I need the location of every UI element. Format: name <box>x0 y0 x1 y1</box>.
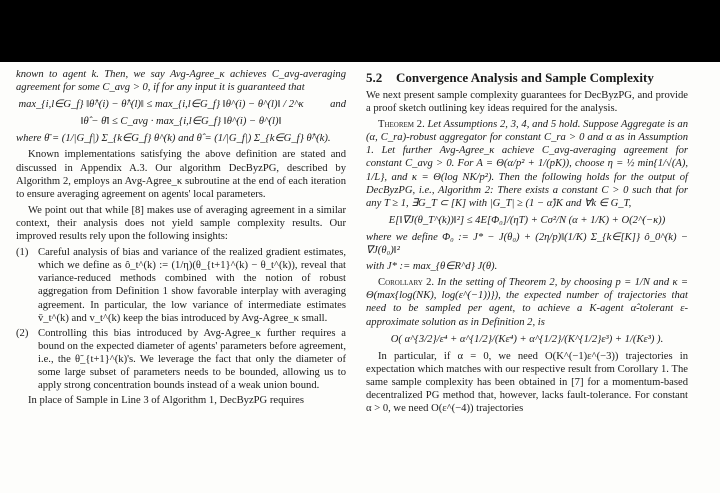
equation-2: ‖θ̂ − θ̄‖ ≤ C_avg · max_{i,l∈G_f} ‖θ^(i) − θ^(l)‖ <box>80 116 282 128</box>
jstar-definition: with J* := max_{θ∈R^d} J(θ). <box>366 261 498 273</box>
equation-1: max_{i,l∈G_f} ‖θ̂^(i) − θ̂^(l)‖ ≤ max_{i,l∈G_f} ‖θ^(i) − θ^(l)‖ / 2^κ <box>18 99 304 111</box>
corollary-2 <box>366 276 688 328</box>
top-black-bar <box>0 0 720 62</box>
paragraph-particular: In particular, if α = 0, we need O(K^(−1)ε^(−3)) trajectories in expectation which matches with our respective result from Corollary 1. The same sample complexity has been obtained in [7] for a momentum-based decentralized PG method that, however, lacks fault-tolerance. For constant α > 0, we need O(ε^(−4)) trajectories <box>366 350 688 415</box>
equation-row-1 <box>16 98 346 111</box>
corollary-equation: O( α^{3/2}/ε⁴ + α^{1/2}/(Kε⁴) + α^{1/2}/(K^{1/2}ε³) + 1/(Kε³) ). <box>390 333 664 345</box>
corollary-text: In the setting of Theorem 2, by choosing p = 1/N and κ = Θ(max{log(NK), log(ε^(−1))}), the expected number of trajectories that need to be sampled per agent, to achieve a K-agent α̂-tolerant ε-approximate solution as in Definition 2, is <box>366 277 688 328</box>
section-heading <box>366 70 688 85</box>
phi-definition: where we define Φ₀ := J* − J(θ₀) + (2η/p)‖(1/K) Σ_{k∈[K]} ô_0^(k) − ∇J(θ₀)‖² <box>366 231 688 257</box>
insight-list <box>16 246 346 392</box>
theorem-text: Let Assumptions 2, 3, 4, and 5 hold. Suppose Aggregate is an (α, C_ra)-robust aggregator for constant C_ra > 0 and α as in Assumption 1. Let further Avg-Agree_κ achieve C_avg-averaging agreement for constant C_avg > 0. For A = Θ(α/p² + 1/(pK)), choose η = ½ min{1/√(A), 1/L}, and κ = Θ(log NK/p²). Then the following holds for the output of DecByzPG, i.e., Algorithm 2: There exists a constant C > 0 such that for any T ≥ 1, ∃G_T ⊂ [K] with |G_T| ≥ (1 − α̂)K and ∀k ∈ G_T, <box>366 119 688 209</box>
section-number: 5.2 <box>366 70 383 85</box>
intro-paragraph: known to agent k. Then, we say Avg-Agree_κ achieves C_avg-averaging agreement for some C_avg > 0, if for any input it is guaranteed that <box>16 69 346 94</box>
where-clause: where θ̄ = (1/|G_f|) Σ_{k∈G_f} θ^(k) and θ̂ = (1/|G_f|) Σ_{k∈G_f} θ̂^(k). <box>16 133 331 145</box>
theorem-heading: Theorem 2. <box>378 119 425 131</box>
list-item-text: Controlling this bias introduced by Avg-Agree_κ further requires a bound on the expected diameter of agents' parameters before agreement, i.e., the θ̃_{t+1}^(k)'s. We leverage the fact that only the diameter of some large subset of parameters needs to be bounded, allowing us to apply strong concentration bounds instead of a weak union bound. <box>38 327 346 392</box>
right-column <box>366 68 688 418</box>
list-item <box>16 246 346 325</box>
list-marker: (2) <box>16 327 29 339</box>
equation-1-tag: and <box>330 99 346 111</box>
section-title: Convergence Analysis and Sample Complexity <box>396 70 654 85</box>
list-marker: (1) <box>16 247 29 259</box>
paragraph-insights: We point out that while [8] makes use of averaging agreement in a similar context, their analysis does not yield sample complexity results. Our improved results rely upon the following insights: <box>16 204 346 243</box>
paragraph-sample: In place of Sample in Line 3 of Algorithm 1, DecByzPG requires <box>28 395 304 407</box>
theorem-2 <box>366 118 688 210</box>
corollary-heading: Corollary 2. <box>378 277 435 289</box>
paragraph-implementations: Known implementations satisfying the above definition are stated and discussed in Appendix A.3. Our algorithm DecByzPG, described by Algorithm 2, employs an Avg-Agree_κ subroutine at the end of each iteration to ensure averaging agreement on agents' local parameters. <box>16 149 346 200</box>
list-item-text: Careful analysis of bias and variance of the realized gradient estimates, which we define as ô_t^(k) := (1/η)(θ_{t+1}^(k) − θ_t^(k)), reveal that variance-reduced methods combined with the notion of robust aggregation from Definition 1 show favorable interplay with averaging agreement. In particular, the low variance of intermediate estimates v̄_t^(k) and v_t^(k) keep the bias introduced by Avg-Agree_κ small. <box>38 247 346 324</box>
theorem-equation: E[‖∇J(θ_T^(k))‖²] ≤ 4E[Φ₀]/(ηT) + Cσ²/N (α + 1/K) + O(2^(−κ)) <box>388 214 666 226</box>
list-item <box>16 327 346 392</box>
section-intro: We next present sample complexity guarantees for DecByzPG, and provide a proof sketch outlining key ideas required for the analysis. <box>366 90 688 115</box>
paper-page <box>0 62 720 493</box>
left-column <box>16 68 346 410</box>
